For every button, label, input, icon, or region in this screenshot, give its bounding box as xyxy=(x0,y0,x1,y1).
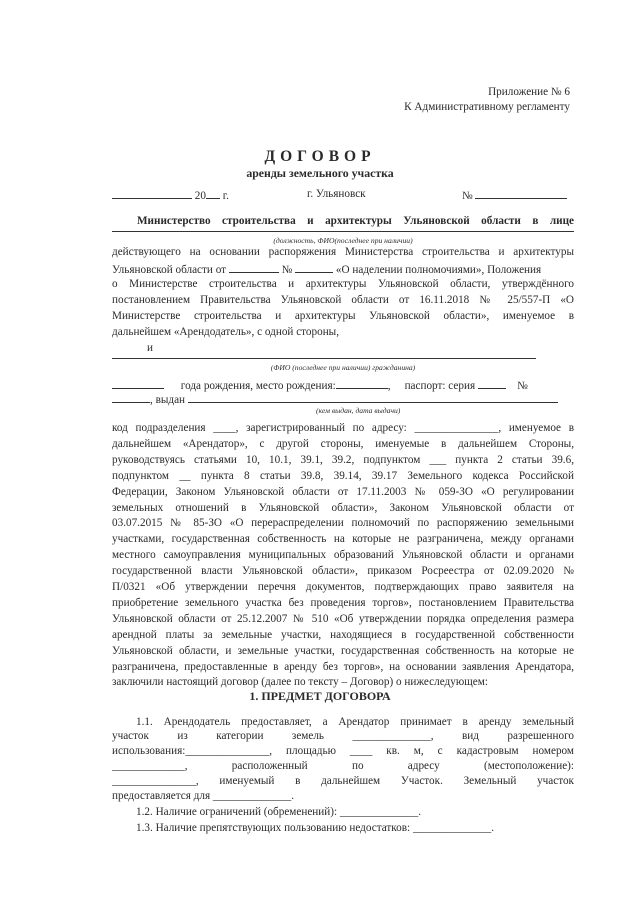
preamble-line: арендной платы за земельные участки, находящиеся в государственной собственности xyxy=(112,628,574,641)
clause-1-1-line-1: 1.1. Арендодатель предоставляет, а Арендатор принимает в аренду земельный xyxy=(136,716,574,728)
party-line-5: Министерстве строительства и архитектуры Ульяновской области», именуемое в xyxy=(112,310,574,322)
preamble-line: Ульяновской области от 25.12.2007 № 510 «Об утверждении порядка определения размера xyxy=(112,612,574,625)
preamble-line: государственной власти Ульяновской области», приказом Росреестра от 02.09.2020 № xyxy=(112,565,574,578)
document-subtitle: аренды земельного участка xyxy=(246,166,394,180)
party-line-3: о Министерстве строительства и архитектуры Ульяновской области, утверждённого xyxy=(112,278,574,290)
tenant-birth-line: года рождения, место рождения: , паспорт: серия № xyxy=(112,378,574,393)
party-line-6: дальнейшем «Арендодатель», с одной стороны, xyxy=(112,326,339,338)
preamble-last-line: заключили настоящий договор (далее по тексту – Договор) о нижеследующем: xyxy=(112,676,488,688)
tenant-issued-line: , выдан xyxy=(112,392,574,407)
preamble-line: подпунктом __ пункта 8 статьи 39.8, 39.14, 39.17 Земельного кодекса Российской xyxy=(112,469,574,482)
tenant-fio-blank xyxy=(112,357,536,359)
clause-1-1-line-3: использования:_______________, площадью ____ кв. м, с кадастровым номером xyxy=(112,745,574,757)
clause-1-1-line-2: участок из категории земель ______________, вид разрешенного xyxy=(112,730,574,742)
preamble-line: разграничена, предоставленные в аренду без торгов», на основании заявления Арендатора, xyxy=(112,660,574,673)
preamble-line: П/0321 «Об утверждении перечня документов, подтверждающих право заявителя на xyxy=(112,581,574,593)
clause-1-1-line-6: предоставляется для ______________. xyxy=(112,790,295,802)
preamble-line: местного самоуправления муниципальных образований Ульяновской области и органами xyxy=(112,549,574,562)
preamble-line: приобретение земельного участка без проведения торгов», постановлением Правительства xyxy=(112,596,574,609)
clause-1-3: 1.3. Наличие препятствующих пользованию недостатков: ______________. xyxy=(136,822,495,834)
clause-1-1-line-4: _____________, расположенный по адресу (местоположение): xyxy=(112,760,574,772)
tenant-fio-caption: (ФИО (последнее при наличии) гражданина) xyxy=(270,363,416,372)
preamble-line: Ульяновской области, и земельные участки, государственная собственность на которые не xyxy=(112,644,574,657)
preamble-line: земельных отношений в Ульяновской области», Законом Ульяновской области от xyxy=(112,501,574,514)
regulation-label: К Административному регламенту xyxy=(404,101,570,113)
preamble-line: руководствуясь статьями 10, 10.1, 39.1, 39.2, подпунктом ___ пункта 2 статьи 39.6, xyxy=(112,453,574,466)
preamble-line: код подразделения ____, зарегистрированный по адресу: _______________, именуемое в xyxy=(112,422,574,434)
party-line-4: постановлением Правительства Ульяновской области от 16.11.2018 № 25/557-П «О xyxy=(112,294,574,306)
official-blank xyxy=(112,230,574,232)
party-line-1: действующего на основании распоряжения Министерства строительства и архитектуры xyxy=(112,246,574,258)
appendix-label: Приложение № 6 xyxy=(488,86,570,98)
section-heading: 1. ПРЕДМЕТ ДОГОВОРА xyxy=(249,689,391,703)
clause-1-2: 1.2. Наличие ограничений (обременений): ______________. xyxy=(136,806,422,818)
clause-1-1-line-5: _______________, именуемый в дальнейшем Участок. Земельный участок xyxy=(112,775,574,787)
ministry-name: Министерство строительства и архитектуры Ульяновской области в лице xyxy=(137,215,574,227)
document-title: ДОГОВОР xyxy=(264,148,376,165)
official-caption: (должность, ФИО(последнее при наличии) xyxy=(273,236,413,245)
preamble-line: 03.07.2015 № 85-ЗО «О перераспределении полномочий по распоряжению земельными xyxy=(112,517,574,530)
issued-caption: (кем выдан, дата выдачи) xyxy=(316,406,401,415)
preamble-line: участками, государственная собственность на которые не разграничена, между органами xyxy=(112,533,574,546)
party-line-2: Ульяновской области от № «О наделении полномочиями», Положения xyxy=(112,264,542,276)
preamble-line: Федерации, Законом Ульяновской области от 17.11.2003 № 059-ЗО «О регулировании xyxy=(112,485,574,498)
city-label: г. Ульяновск xyxy=(307,188,366,200)
and-label: и xyxy=(147,342,153,354)
contract-number-field: № xyxy=(462,188,567,203)
preamble-line: дальнейшем «Арендатор», с другой стороны, именуемые в дальнейшем Стороны, xyxy=(112,437,574,450)
date-field: 20 г. xyxy=(112,188,229,203)
